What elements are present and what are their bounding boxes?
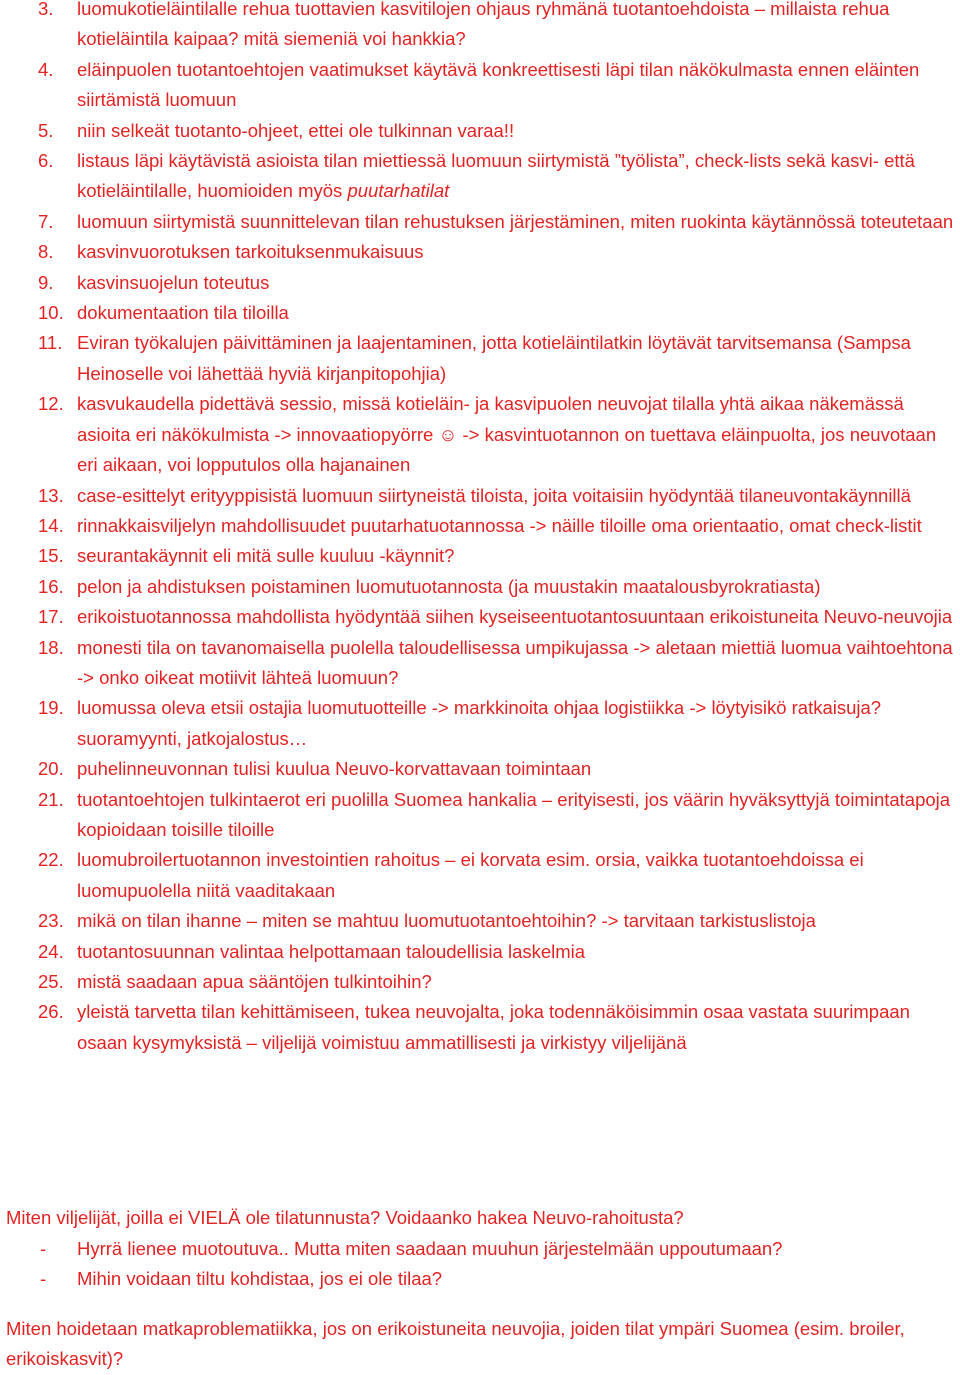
list-item-number: 19.: [38, 697, 64, 719]
list-item: [0, 602, 960, 632]
question-tilatunnus: Miten viljelijät, joilla ei VIELÄ ole tilatunnusta? Voidaanko hakea Neuvo-rahoitusta?: [6, 1207, 684, 1228]
list-item: [0, 116, 960, 146]
list-item-text: eläinpuolen tuotantoehtojen vaatimukset käytävä konkreettisesti läpi tilan näkökulmasta ennen eläinten siirtämistä luomuun: [77, 58, 920, 111]
list-item: [0, 0, 960, 55]
list-item: [0, 572, 960, 602]
dash-list-item: [0, 1264, 960, 1294]
dash-list-item: [0, 1234, 960, 1264]
list-item-number: 24.: [38, 940, 64, 962]
list-item-number: 13.: [38, 484, 64, 506]
list-item: [0, 389, 960, 480]
list-item-text: case-esittelyt erityyppisistä luomuun siirtyneistä tiloista, joita voitaisiin hyödyntää tilaneuvontakäynnillä: [77, 484, 911, 506]
list-item-text: kasvinvuorotuksen tarkoituksenmukaisuus: [77, 241, 424, 263]
list-item-text: mistä saadaan apua sääntöjen tulkintoihin?: [77, 971, 432, 992]
list-item-number: 22.: [38, 849, 64, 871]
list-item-text: monesti tila on tavanomaisella puolella taloudellisessa umpikujassa -> aletaan miettiä luomua vaihtoehtona -> onko oikeat motiivit lähteä luomuun?: [77, 636, 953, 688]
list-item-text: Eviran työkalujen päivittäminen ja laajentaminen, jotta kotieläintilatkin löytävät tarvitsemansa (Sampsa Heinoselle voi lähettää hyviä kirjanpitopohjia): [77, 332, 911, 384]
list-item-number: 23.: [38, 910, 64, 932]
list-item: [0, 481, 960, 511]
list-item-text: yleistä tarvetta tilan kehittämiseen, tukea neuvojalta, joka todennäköisimmin osaa vastata suurimpaan osaan kysymyksistä – viljelijä voimistuu ammatillisesti ja virkistyy viljelijänä: [77, 1001, 910, 1053]
list-item-number: 25.: [38, 971, 64, 992]
list-item: [0, 906, 960, 936]
list-item-italic-text: puutarhatilat: [347, 180, 450, 202]
dash-item-text: Hyrrä lienee muotoutuva.. Mutta miten saadaan muuhun järjestelmään uppoutumaan?: [77, 1238, 783, 1259]
dash-list: [0, 1234, 960, 1295]
list-item-number: 16.: [38, 575, 64, 597]
list-item: [0, 511, 960, 541]
list-item-text: dokumentaation tila tiloilla: [77, 302, 289, 324]
list-item: [0, 997, 960, 1058]
list-item-text: luomukotieläintilalle rehua tuottavien kasvitilojen ohjaus ryhmänä tuotantoehdoista – millaista rehua kotieläintila kaipaa? mitä siemeniä voi hankkia?: [77, 0, 890, 50]
list-item-number: 10.: [38, 302, 64, 324]
list-item-text: erikoistuotannossa mahdollista hyödyntää siihen kyseiseentuotantosuuntaan erikoistuneita Neuvo-neuvojia: [77, 606, 953, 628]
list-item-text: kasvinsuojelun toteutus: [77, 271, 270, 293]
dash-item-text: Mihin voidaan tiltu kohdistaa, jos ei ole tilaa?: [77, 1268, 443, 1290]
list-item-number: 14.: [38, 514, 64, 536]
list-item-text: seurantakäynnit eli mitä sulle kuuluu -käynnit?: [77, 545, 455, 567]
list-item-text: rinnakkaisviljelyn mahdollisuudet puutarhatuotannossa -> näille tiloille oma orientaatio, omat check-listit: [77, 514, 922, 536]
list-item-number: 15.: [38, 545, 64, 567]
list-item-text: pelon ja ahdistuksen poistaminen luomutuotannosta (ja muustakin maatalousbyrokratiasta): [77, 575, 821, 597]
list-item-number: 8.: [38, 241, 54, 263]
list-item-number: 7.: [38, 210, 54, 232]
dash-bullet: -: [40, 1268, 47, 1290]
list-item-text: kasvukaudella pidettävä sessio, missä kotieläin- ja kasvipuolen neuvojat tilalla yhtä aikaa näkemässä asioita eri näkökulmista -> innovaatiopyörre ☺ -> kasvintuotannon on tuettava eläinpuolta, jos neuvotaan eri aikaan, voi lopputulos olla hajanainen: [77, 393, 937, 476]
list-item-number: 17.: [38, 606, 64, 628]
list-item-number: 9.: [38, 271, 54, 293]
list-item-text: mikä on tilan ihanne – miten se mahtuu luomutuotantoehtoihin? -> tarvitaan tarkistuslistoja: [77, 910, 816, 932]
list-item-number: 5.: [38, 119, 54, 141]
list-item-text: tuotantoehtojen tulkintaerot eri puolilla Suomea hankalia – erityisesti, jos väärin hyväksyttyjä toimintatapoja kopioidaan toisille tiloille: [77, 788, 951, 840]
list-item: [0, 207, 960, 237]
list-item: [0, 845, 960, 906]
list-item-text: puhelinneuvonnan tulisi kuulua Neuvo-korvattavaan toimintaan: [77, 758, 592, 780]
list-item-text: luomubroilertuotannon investointien rahoitus – ei korvata esim. orsia, vaikka tuotantoehdoissa ei luomupuolella niitä vaaditakaan: [77, 849, 864, 901]
list-item-number: 20.: [38, 758, 64, 780]
list-item: [0, 785, 960, 846]
list-item: [0, 633, 960, 694]
list-item-number: 26.: [38, 1001, 64, 1023]
list-item: [0, 298, 960, 328]
list-item: [0, 237, 960, 267]
list-item-number: 21.: [38, 788, 64, 810]
list-item-number: 12.: [38, 393, 64, 415]
dash-bullet: -: [40, 1238, 47, 1259]
list-item: [0, 693, 960, 754]
list-item-text: listaus läpi käytävistä asioista tilan miettiessä luomuun siirtymistä ”työlista”, check-lists sekä kasvi- että kotieläintilalle, huomioiden myös: [77, 150, 915, 202]
list-item-number: 11.: [38, 332, 63, 354]
question-matkaproblematiikka: Miten hoidetaan matkaproblematiikka, jos on erikoistuneita neuvojia, joiden tilat ympäri Suomea (esim. broiler, erikoiskasvit)?: [6, 1318, 905, 1370]
list-item: [0, 55, 960, 116]
list-item: [0, 967, 960, 997]
list-item-text: luomussa oleva etsii ostajia luomutuotteille -> markkinoita ohjaa logistiikka -> löytyisikö ratkaisuja? suoramyynti, jatkojalostus…: [77, 697, 882, 749]
list-item: [0, 541, 960, 571]
list-item-text: niin selkeät tuotanto-ohjeet, ettei ole tulkinnan varaa!!: [77, 119, 515, 141]
list-item: [0, 146, 960, 207]
list-item: [0, 328, 960, 389]
list-item: [0, 937, 960, 967]
list-item: [0, 754, 960, 784]
list-item-text: luomuun siirtymistä suunnittelevan tilan rehustuksen järjestäminen, miten ruokinta käytännössä toteutetaan: [77, 210, 954, 232]
list-item-number: 3.: [38, 0, 54, 19]
list-item-number: 18.: [38, 636, 64, 658]
list-item-text: tuotantosuunnan valintaa helpottamaan taloudellisia laskelmia: [77, 940, 586, 962]
list-item-number: 6.: [38, 150, 54, 172]
list-item: [0, 268, 960, 298]
list-item-number: 4.: [38, 58, 54, 80]
